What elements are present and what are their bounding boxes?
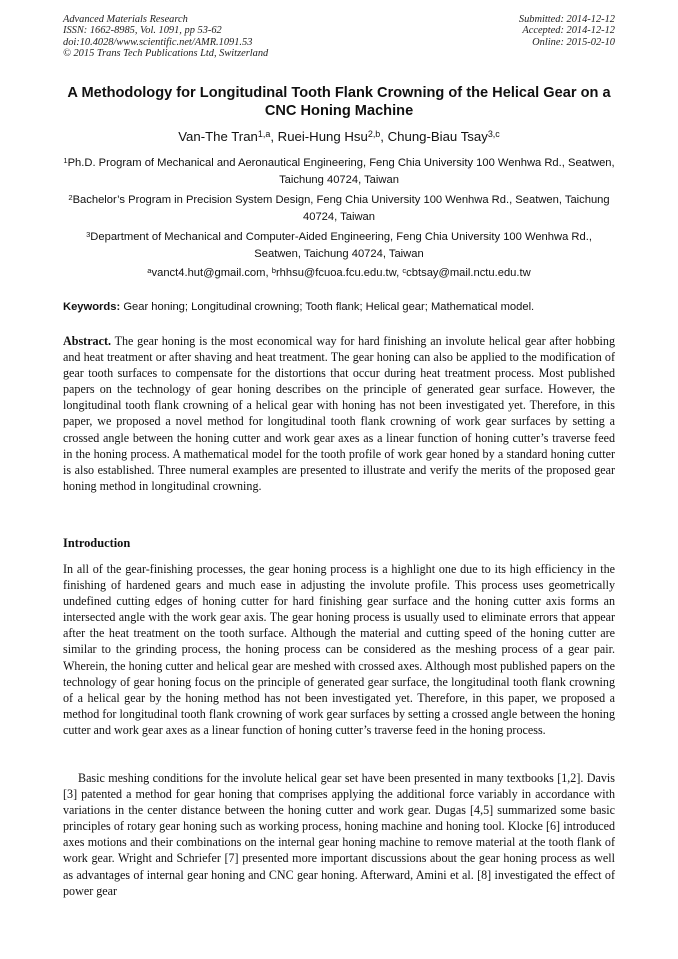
keywords-label: Keywords: — [63, 301, 121, 313]
email-list: $^a$vanct4.hut@gmail.com, $^b$rhhsu@fcuoa.fcu.edu.tw, $^c$cbtsay@mail.nctu.edu.tw — [147, 265, 531, 279]
affiliation-text: Bachelor’s Program in Precision System Design, Feng Chia University 100 Wenhwa Rd., Seatwen, Taichung 40724, Taiwan — [72, 194, 610, 223]
accepted-date: Accepted: 2014-12-12 — [522, 25, 615, 37]
affiliation-marker: 1 — [63, 155, 68, 165]
abstract-label: Abstract. — [63, 334, 112, 348]
abstract-text: The gear honing is the most economical way for hard finishing an involute helical gear after hobbing and heat treatment or after shaving and heat treatment. The gear honing can also be applied to the modification of gear tooth surfaces to compensate for the distortions that occur during heat treatment process. Most published papers on the technology of gear honing describes on the principle of generated gear surface. However, the longitudinal tooth flank crowning of a helical gear with honing has not been investigated yet. Therefore, in this paper, we proposed a novel method for longitudinal tooth flank crowning of work gear surfaces by setting a crossed angle between the honing cutter and work gear axes as a linear function of honing cutter’s traverse feed in the honing process. A mathematical model for the tooth profile of work gear honed by a standard honing cutter is also established. Three numeral examples are presented to illustrate and verify the merits of the proposed gear honing method in longitudinal crowning. — [63, 334, 615, 493]
keywords — [63, 300, 615, 315]
journal-name: Advanced Materials Research — [63, 14, 188, 25]
affiliation-text: Ph.D. Program of Mechanical and Aeronautical Engineering, Feng Chia University 100 Wenhwa Rd., Seatwen, Taichung 40724, Taiwan — [67, 157, 615, 186]
email-address[interactable]: cbtsay@mail.nctu.edu.tw — [406, 267, 531, 279]
paper-title: A Methodology for Longitudinal Tooth Flank Crowning of the Helical Gear on a CNC Honing Machine — [67, 85, 611, 119]
online-date: Online: 2015-02-10 — [532, 36, 615, 48]
submitted-date: Submitted: 2014-12-12 — [518, 14, 615, 25]
section-heading: Introduction — [63, 536, 131, 550]
author-marker: 2,b — [367, 128, 381, 139]
affiliation-marker: 2 — [68, 192, 73, 202]
author-name: Chung-Biau Tsay — [387, 129, 488, 144]
email-marker: b — [271, 265, 276, 275]
email-address[interactable]: vanct4.hut@gmail.com — [151, 267, 266, 279]
email-marker: a — [147, 265, 152, 275]
email-marker: c — [402, 265, 407, 275]
affiliation — [63, 229, 615, 262]
keywords-text: Gear honing; Longitudinal crowning; Tooth flank; Helical gear; Mathematical model. — [123, 301, 535, 313]
email-address[interactable]: rhhsu@fcuoa.fcu.edu.tw — [275, 267, 397, 279]
body-paragraph: Basic meshing conditions for the involute helical gear set have been presented in many textbooks [1,2]. Davis [3] patented a method for gear honing that comprises applying the additional force variably in accordance with variations in the center distance between the honing cutter and work gear. Dugas [4,5] summarized some basic principles of rotary gear honing such as working process, honing machine and honing tool. Klocke [6] introduced axes motions and their combinations on the internal gear honing machine to remove material at the tooth flank of work gear. Wright and Schriefer [7] presented more important discussions about the gear honing process as well as advantages of internal gear honing and CNC gear honing. Afterward, Amini et al. [8] investigated the effect of power gear — [63, 771, 615, 898]
affiliation-text: Department of Mechanical and Computer-Aided Engineering, Feng Chia University 100 Wenhwa Rd., Seatwen, Taichung 40724, Taiwan — [90, 231, 592, 260]
publication-info — [63, 14, 268, 60]
author-name: Van-The Tran — [178, 129, 258, 144]
author-marker: 1,a — [257, 128, 271, 139]
body-paragraph: In all of the gear-finishing processes, the gear honing process is a highlight one due to its high efficiency in the finishing of hardened gears and much ease in adjusting the involute profile. This process uses geometrically undefined cutting edges of honing cutter for hard finishing gear surface and the honing cutter axis forms an intersected angle with the work gear axis. The gear honing process is usually used to eliminate errors that appear after the heat treatment on the tooth surface. Although the material and cutting speed of the honing cutter are similar to the grinding process, the honing process can be considered as the meshing process of a gear pair. Wherein, the honing cutter and helical gear are meshed with crossed axes. Although most published papers on the technology of gear honing focus on the principle of generated gear surface, the longitudinal tooth flank crowning of a helical gear by the honing method has not been investigated yet. Therefore, in this paper, we proposed a method for longitudinal tooth flank crowning of work gear surfaces by setting a crossed angle between the honing cutter and work gear axes as a linear function of honing cutter’s traverse feed in the honing process. — [63, 562, 615, 737]
author-marker: 3,c — [487, 128, 500, 139]
affiliation — [63, 192, 615, 225]
submission-dates — [519, 14, 615, 48]
copyright-line: © 2015 Trans Tech Publications Ltd, Switzerland — [63, 48, 269, 60]
affiliation — [63, 155, 615, 188]
issn-line: ISSN: 1662-8985, Vol. 1091, pp 53-62 — [63, 25, 222, 37]
author-list: Van-The Tran$^{1,a}$, Ruei-Hung Hsu$^{2,b}$, Chung-Biau Tsay$^{3,c}$ — [178, 128, 500, 144]
author-name: Ruei-Hung Hsu — [277, 129, 368, 144]
doi-line: doi:10.4028/www.scientific.net/AMR.1091.53 — [63, 36, 253, 48]
affiliation-marker: 3 — [86, 229, 91, 239]
abstract — [63, 333, 615, 494]
